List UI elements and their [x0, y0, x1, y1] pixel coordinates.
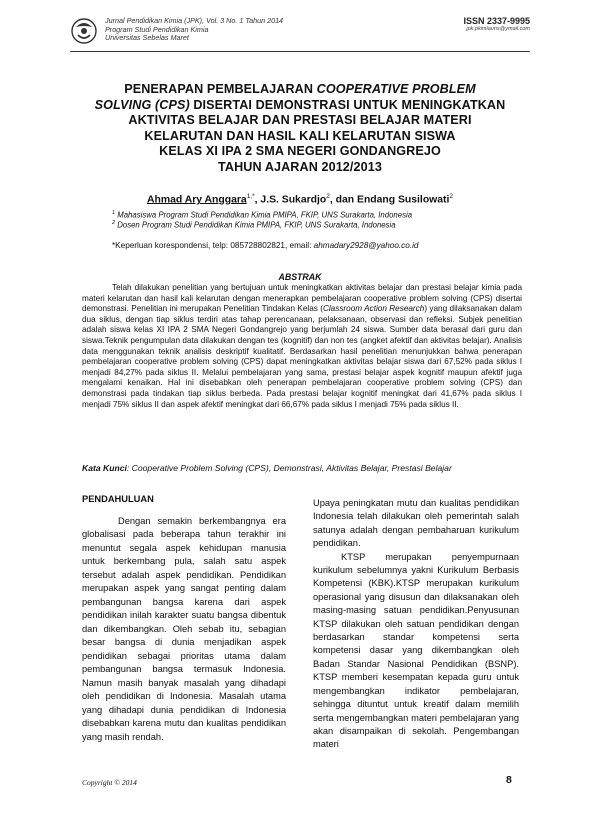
body-column-right [313, 497, 519, 752]
affiliation-2-num: 2 [112, 220, 116, 226]
affiliation-1-text: Mahasiswa Program Studi Pendidikan Kimia PMIPA, FKIP, UNS Surakarta, Indonesia [115, 210, 413, 220]
affiliation-2 [112, 218, 532, 231]
abstract-heading: ABSTRAK [278, 272, 322, 282]
affiliation-2-text: Dosen Program Studi Pendidikan Kimia PMIPA, FKIP, UNS Surakarta, Indonesia [115, 220, 396, 230]
journal-name: Jurnal Pendidikan Kimia (JPK), Vol. 3 No. 1 Tahun 2014 [105, 16, 284, 25]
author-1-sup: 1,* [246, 193, 255, 200]
keywords-text: : Cooperative Problem Solving (CPS), Demonstrasi, Aktivitas Belajar, Prestasi Belajar [126, 463, 452, 473]
page-number: 8 [506, 774, 512, 786]
program-name: Program Studi Pendidikan Kimia [105, 24, 209, 34]
issn-number: ISSN 2337-9995 [463, 16, 530, 26]
author-list [70, 193, 530, 205]
paper-title [70, 82, 530, 176]
title-line-6: TAHUN AJARAN 2012/2013 [218, 159, 382, 174]
title-line-5: KELAS XI IPA 2 SMA NEGERI GONDANGREJO [159, 144, 441, 159]
abstract-part-2: ) yang dilaksanakan dalam dua siklus, dengan tiap siklus terdiri atas tahap perencanaan, pelaksanaan, observasi dan refleksi. Subjek penelitian adalah siswa kelas XI IPA 2 SMA Negeri Gondangrejo yang berjumlah 24 siswa. Sumber data berasal dari guru dan siswa.Teknik pengumpulan data dilakukan dengan tes (kognitif) dan non tes (angket afektif dan aktivitas belajar). Analisis data menggunakan teknik analisis deskriptif kualitatif. Berdasarkan hasil penelitian menunjukkan bahwa penerapan pembelajaran cooperative problem solving (CPS) dapat meningkatkan aktivitas belajar siswa dari 67,52% pada siklus I menjadi 84,27% pada siklus II. Melalui pembelajaran yang sama, prestasi belajar aspek kognitif maupun afektif juga mengalami kenaikan. Hal ini disebabkan oleh penerapan pembelajaran cooperative problem solving (CPS) dan demonstrasi pada tindakan tiap siklus berbeda. Pada prestasi belajar kognitif meningkat dari 41,67% pada siklus I menjadi 75% siklus II dan aspek afektif meningkat dari 66,67% pada siklus I menjadi 75% pada siklus II. [82, 304, 522, 409]
correspondence [112, 241, 418, 250]
title-line-3: AKTIVITAS BELAJAR DAN PRESTASI BELAJAR MATERI [128, 113, 472, 128]
journal-email: jpk.pkimiauns@ymail.com [466, 26, 530, 32]
author-2: , J.S. Sukardjo [254, 194, 327, 206]
correspondence-prefix: *Keperluan korespondensi, telp: 085728802821, email: [112, 241, 314, 250]
body-column-left [82, 493, 286, 744]
header-divider [70, 51, 530, 52]
author-2-sup: 2 [326, 193, 330, 200]
keywords-label: Kata Kunci [82, 463, 127, 473]
abstract-text [82, 283, 522, 410]
section-heading: PENDAHULUAN [82, 494, 154, 504]
title-line-2a: SOLVING (CPS) [94, 97, 190, 112]
title-line-2b: DISERTAI DEMONSTRASI UNTUK MENINGKATKAN [189, 97, 506, 112]
author-3: , dan Endang Susilowati [329, 194, 450, 206]
page-header [70, 16, 530, 50]
body-paragraph-2: Upaya peningkatan mutu dan kualitas pendidikan Indonesia telah dilakukan oleh pemerintah salah satunya adalah dengan pembaharuan kurikulum pendidikan. [313, 498, 519, 549]
affiliation-1-num: 1 [112, 210, 116, 216]
keywords [82, 463, 522, 474]
author-1: Ahmad Ary Anggara [146, 194, 247, 206]
author-3-sup: 2 [449, 193, 454, 200]
body-paragraph-3: KTSP merupakan penyempurnaan kurikulum sebelumnya yakni Kurikulum Berbasis Kompetensi (KBK).KTSP merupakan kurikulum operasional yang disusun dan dilaksanakan oleh masing-masing satuan pendidikan.Penyusunan KTSP dilakukan oleh satuan pendidikan dengan berdasarkan standar kompetensi serta kompetensi dasar yang dikembangkan oleh Badan Standar Nasional Pendidikan (BSNP). KTSP memberi kesempatan kepada guru untuk mengembangkan indikator pembelajaran, sehingga dituntut untuk kreatif dalam memilih serta mengembangkan materi pembelajaran yang akan disampaikan di sekolah. Pengembangan materi [313, 551, 519, 750]
issn-block [463, 16, 530, 32]
title-line-4: KELARUTAN DAN HASIL KALI KELARUTAN SISWA [144, 128, 456, 143]
body-paragraph-1: Dengan semakin berkembangnya era globalisasi pada beberapa tahun terakhir ini menuntut segala aspek kehidupan manusia untuk berkembang pula, salah satu aspek tersebut adalah aspek pendidikan. Pendidikan merupakan aspek yang sangat penting dalam pembangunan bangsa karena dari aspek pendidikan inilah karakter suatu bangsa dibentuk dan dikembangkan. Oleh sebab itu, sebagian besar bangsa di dunia menjadikan aspek pendidikan sebagai prioritas utama dalam pembangunan bangsa termasuk Indonesia. Namun masih banyak masalah yang dihadapi oleh pendidikan di Indonesia. Masalah utama yang dihadapi dunia pendidikan di Indonesia disebabkan karena mutu dan kualitas pendidikan yang masih rendah. [82, 515, 286, 742]
title-line-1a: PENERAPAN PEMBELAJARAN [124, 82, 317, 96]
abstract-italic-term: Classroom Action Research [322, 304, 425, 314]
copyright-footer: Copyright © 2014 [82, 778, 137, 787]
university-name: Universitas Sebelas Maret [105, 33, 189, 42]
journal-info [105, 17, 283, 43]
title-line-1b: COOPERATIVE PROBLEM [316, 82, 476, 96]
journal-logo-icon [70, 16, 98, 46]
abstract-part-1: Telah dilakukan penelitian yang bertujuan untuk meningkatkan aktivitas belajar dan prestasi belajar kimia pada materi kelarutan dan hasil kali kelarutan dengan menerapkan pembelajaran cooperative problem solving (CPS) disertai demonstrasi. Penelitian ini merupakan Penelitian Tindakan Kelas ( [82, 283, 522, 314]
correspondence-email: ahmadary2928@yahoo.co.id [313, 241, 419, 250]
